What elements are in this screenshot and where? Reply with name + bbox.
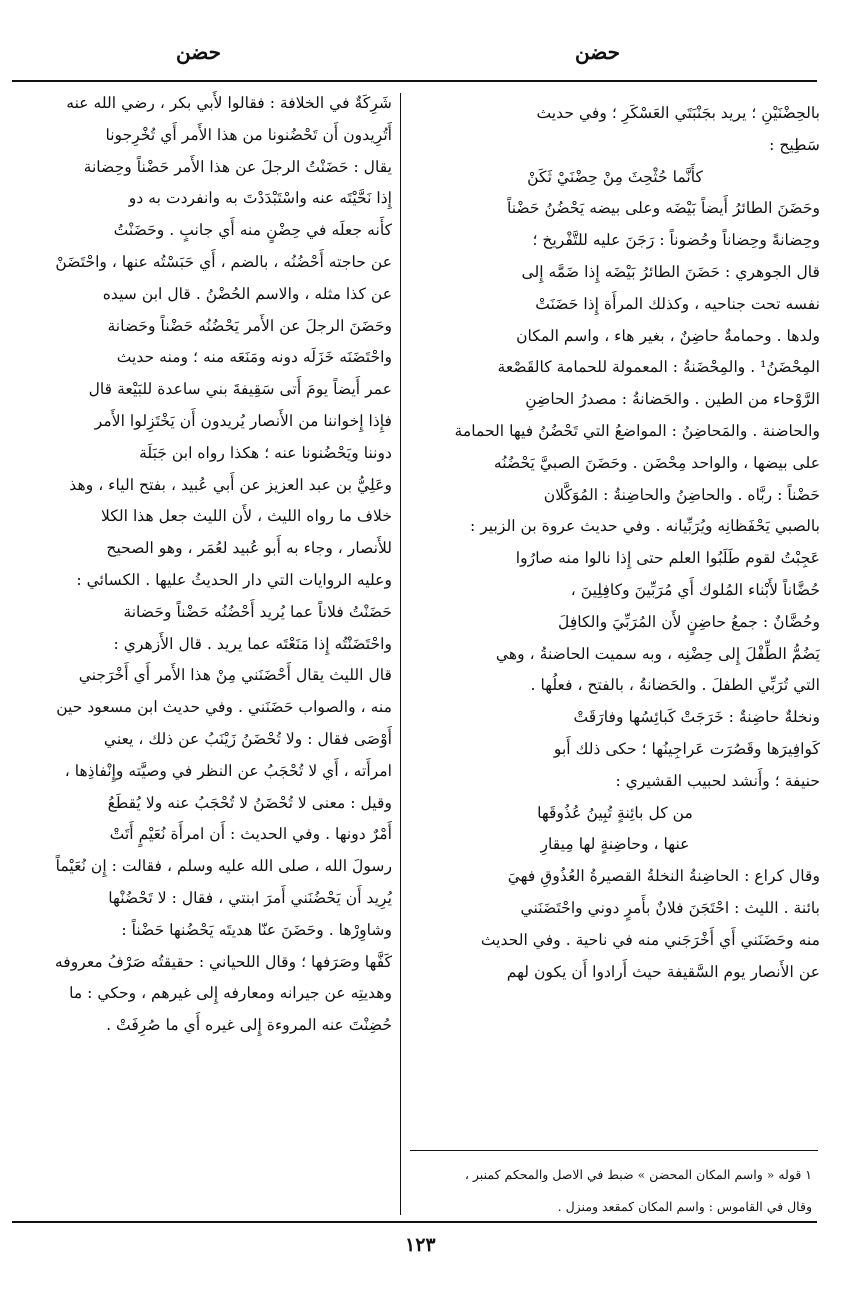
right-column-line: من كل بائِنةٍ تُبِينُ عُذُوقَها [537, 803, 693, 822]
left-column-line: فإِذا إِخواننا من الأَنصار يُريدون أَن يَخْتَزِلوا الأَمر [94, 411, 392, 430]
right-column-line: وحِضانةً وحِضاناً وحُضوناً : رَجَنَ عليه للتَّفْريخ ؛ [532, 231, 820, 250]
left-column-line: خلاف ما رواه الليث ، لأَن الليث جعل هذا الكلا [100, 507, 392, 526]
right-column-line: قال الجوهري : حَضَنَ الطائرُ بَيْضَه إِذا ضَمَّه إِلى [521, 262, 820, 281]
left-column-line: حَضَنْتُ فلاناً عما يُريد أَحْضُنُه حَضْناً وحَضانة [123, 602, 392, 621]
left-column-line: شَرِكَةٌ في الخلافة : فقالوا لأَبي بكر ، رضي الله عنه [66, 94, 392, 112]
right-column-line: المِحْضَنُ¹ . والمِحْضَنةُ : المعمولة للحمامة كالقَصْعة [497, 358, 820, 377]
footnote-rule [410, 1150, 818, 1151]
right-column-line: التي تُرَبِّي الطفلَ . والحَضانةُ ، بالفتح ، فعلُها . [530, 676, 820, 695]
left-column-line: يقال : حَضَنْتُ الرجلَ عن هذا الأَمر حَضْناً وحِضانة [83, 157, 392, 176]
left-column-line: أَمْرٌ دونها . وفي الحديث : أَن امرأَة نُعَيْمٍ أَتَتْ [109, 825, 392, 844]
page-number: ١٢٣ [405, 1234, 436, 1256]
footnote [410, 1152, 812, 1230]
left-column-line: عن حاجته أَحْضُنُه ، بالضم ، أَي حَبَسْتُه عنها ، واحْتَضَنْ [55, 252, 392, 271]
footer-rule [12, 1221, 817, 1223]
right-column-line: نفسه تحت جناحيه ، وكذلك المرأَة إِذا حَضَنَتْ [535, 294, 820, 313]
right-column-line: بائنة . الليث : احْتَجَنَ فلانٌ بأَمرٍ دوني واحْتَضَنَني [520, 898, 820, 917]
right-column-line: سَطِيح : [769, 135, 820, 154]
right-column-line: حَضْناً : ربَّاه . والحاضِنُ والحاضِنةُ : المُوَكَّلان [543, 485, 820, 504]
footnote-line: وقال في القاموس : واسم المكان كمقعد ومنزل . [557, 1199, 812, 1214]
left-column-line: امرأَته ، أَي لا تُحْجَبُ عن النظر في وصيَّته وإِنْفاذِها ، [64, 761, 392, 780]
header-rule [12, 80, 817, 82]
right-column-line: والحاضنة . والمَحاضِنُ : المواضعُ التي تَحْضُنُ فيها الحمامة [454, 421, 820, 440]
right-column-line: على بيضها ، والواحد مِحْضَن . وحَضَنَ الصبيَّ يَحْضُنُه [493, 453, 820, 472]
left-column-line: إِذا نَحَّيْتَه عنه واسْتَبْدَدْتَ به وانفردت به دو [128, 189, 392, 208]
left-column-line: واحْتَضَنَه خَزَلَه دونه ومَنَعَه منه ؛ ومنه حديث [116, 348, 392, 367]
right-column-line: منه وحَضَنَني أَي أَخْرَجَني منه في ناحية . وفي الحديث [480, 930, 820, 949]
right-column-line: وحُضَّانٌ : جمعُ حاضِنٍ لأَن المُرَبِّيَ والكافِلَ [558, 612, 820, 631]
left-column-line: وعليه الروايات التي دار الحديثُ عليها . الكسائي : [76, 570, 392, 589]
left-column [0, 88, 392, 1042]
left-column-line: عن كذا مثله ، والاسم الحُضْنُ . قال ابن سيده [102, 284, 392, 303]
right-column-line: عن الأَنصار يوم السَّقيفة حيث أَرادوا أَن يكون لهم [506, 962, 820, 981]
right-column-line: كأَنَّما حُثْحِثَ مِنْ حِضْنَيْ ثَكَنْ [527, 167, 703, 186]
right-column-line: يَضُمُّ الطِّفْلَ إِلى حِضْنِه ، وبه سميت الحاضنةُ ، وهي [495, 644, 820, 663]
left-column-line: عمر أَيضاً يومَ أَتى سَقِيفةَ بني ساعدة للبَيْعة قال [88, 380, 392, 399]
left-column-line: كَفَّها وصَرَفها ؛ وقال اللحياني : حقيقتُه صَرْفُ معروفه [54, 952, 392, 971]
right-column-line: بالصبي يَحْفَظانِه ويُرَبِّيانه . وفي حديث عروة بن الزبير : [469, 517, 820, 536]
left-column-line: وقيل : معنى لا تُحْضَنُ لا تُحْجَبُ عنه ولا يُقطَعُ [107, 793, 392, 812]
left-column-line: وحَضَنَ الرجلَ عن الأَمر يَحْضُنُه حَضْناً وحَضانة [107, 316, 392, 335]
left-column-line: وعَلِيُّ بن عبد العزيز عن أَبي عُبيد ، بفتح الياء ، وهذ [69, 475, 392, 494]
right-column-line: وحَضَنَ الطائرُ أَيضاً بَيْضَه وعلى بيضه يَحْضُنُ حَضْناً [506, 199, 820, 218]
left-column-line: أَتُرِيدون أَن تَحْضُنونا من هذا الأَمر أَي تُخْرِجونا [105, 125, 392, 144]
right-column-line: ولدها . وحمامةٌ حاضِنٌ ، بغير هاء ، واسم المكان [516, 326, 820, 345]
right-column-line: كَوافِيرَها وقَصُرَت عَراجِينُها ؛ حكى ذلك أَبو [553, 739, 820, 758]
right-column-line: ونخلةٌ حاضِنةٌ : خَرَجَتْ كَبائِسُها وفارَقَتْ [573, 708, 820, 727]
right-column-line: حنيفة ؛ وأَنشد لحبيب القشيري : [615, 771, 820, 790]
left-column-headword: حضن [176, 40, 221, 64]
right-column [410, 98, 820, 988]
right-column-line: الرَّوْحاء من الطين . والحَضانةُ : مصدرُ الحاضِنِ [525, 390, 820, 409]
left-column-line: منه ، والصواب حَضَنَني . وفي حديث ابن مسعود حين [56, 698, 392, 717]
left-column-line: رسولَ الله ، صلى الله عليه وسلم ، فقالت : إِن نُعَيْماً [55, 857, 392, 876]
left-column-line: دوننا ويَحْضُنونا عنه ؛ هكذا رواه ابن جَبَلَة [139, 443, 392, 462]
right-column-line: وقال كراع : الحاضِنةُ النخلةُ القصيرةُ العُذُوقِ فهيَ [507, 867, 820, 886]
left-column-line: كأَنه جعلَه في حِضْنٍ منه أَي جانبٍ . وحَضَنْتُ [113, 221, 392, 240]
left-column-line: يُرِيد أَن يَحْضُنَني أَمرَ ابنتي ، فقال : لا تَحْضُنْها [108, 888, 392, 907]
right-column-line: حُضَّاناً لأَبْناء المُلوك أَي مُرَبِّينَ وكافِلِينَ ، [570, 580, 820, 599]
left-column-line: وهديتِه عن جيرانه ومعارفه إِلى غيرهم ، وحكي : ما [69, 984, 392, 1003]
left-column-line: وشاوِرْها . وحَضَنَ عنّا هديتَه يَحْضُنها حَضْناً : [121, 920, 392, 939]
right-column-line: عَجِبْتُ لقوم طَلَبُوا العلم حتى إِذا نالوا منه صارُوا [515, 549, 820, 568]
left-column-line: أَوْصَى فقال : ولا تُحْضَنُ زَيْنَبُ عن ذلك ، يعني [103, 729, 392, 748]
left-column-line: واحْتَضَنْتُه إِذا مَنَعْتَه عما يريد . قال الأَزهري : [113, 634, 392, 653]
left-column-line: حُضِنْتَ عنه المروءة إِلى غيره أَي ما صُرِفَتْ . [106, 1016, 392, 1035]
footnote-line: ١ قوله « واسم المكان المحضن » ضبط في الاصل والمحكم كمنبر ، [464, 1166, 812, 1182]
left-column-line: قال الليث يقال أَحْضَنَني مِنْ هذا الأَمر أَي أَخْرَجني [78, 666, 392, 685]
column-divider [400, 93, 401, 1215]
right-column-headword: حضن [575, 40, 620, 64]
right-column-line: بالحِضْنَيْنِ ؛ يريد بجَنْبَتَي العَسْكَرِ ؛ وفي حديث [536, 104, 820, 122]
left-column-line: للأَنصار ، وجاء به أَبو عُبيد لعُمَر ، وهو الصحيح [106, 539, 392, 558]
right-column-line: عنها ، وحاضِنةٍ لها مِيقارِ [540, 835, 690, 854]
